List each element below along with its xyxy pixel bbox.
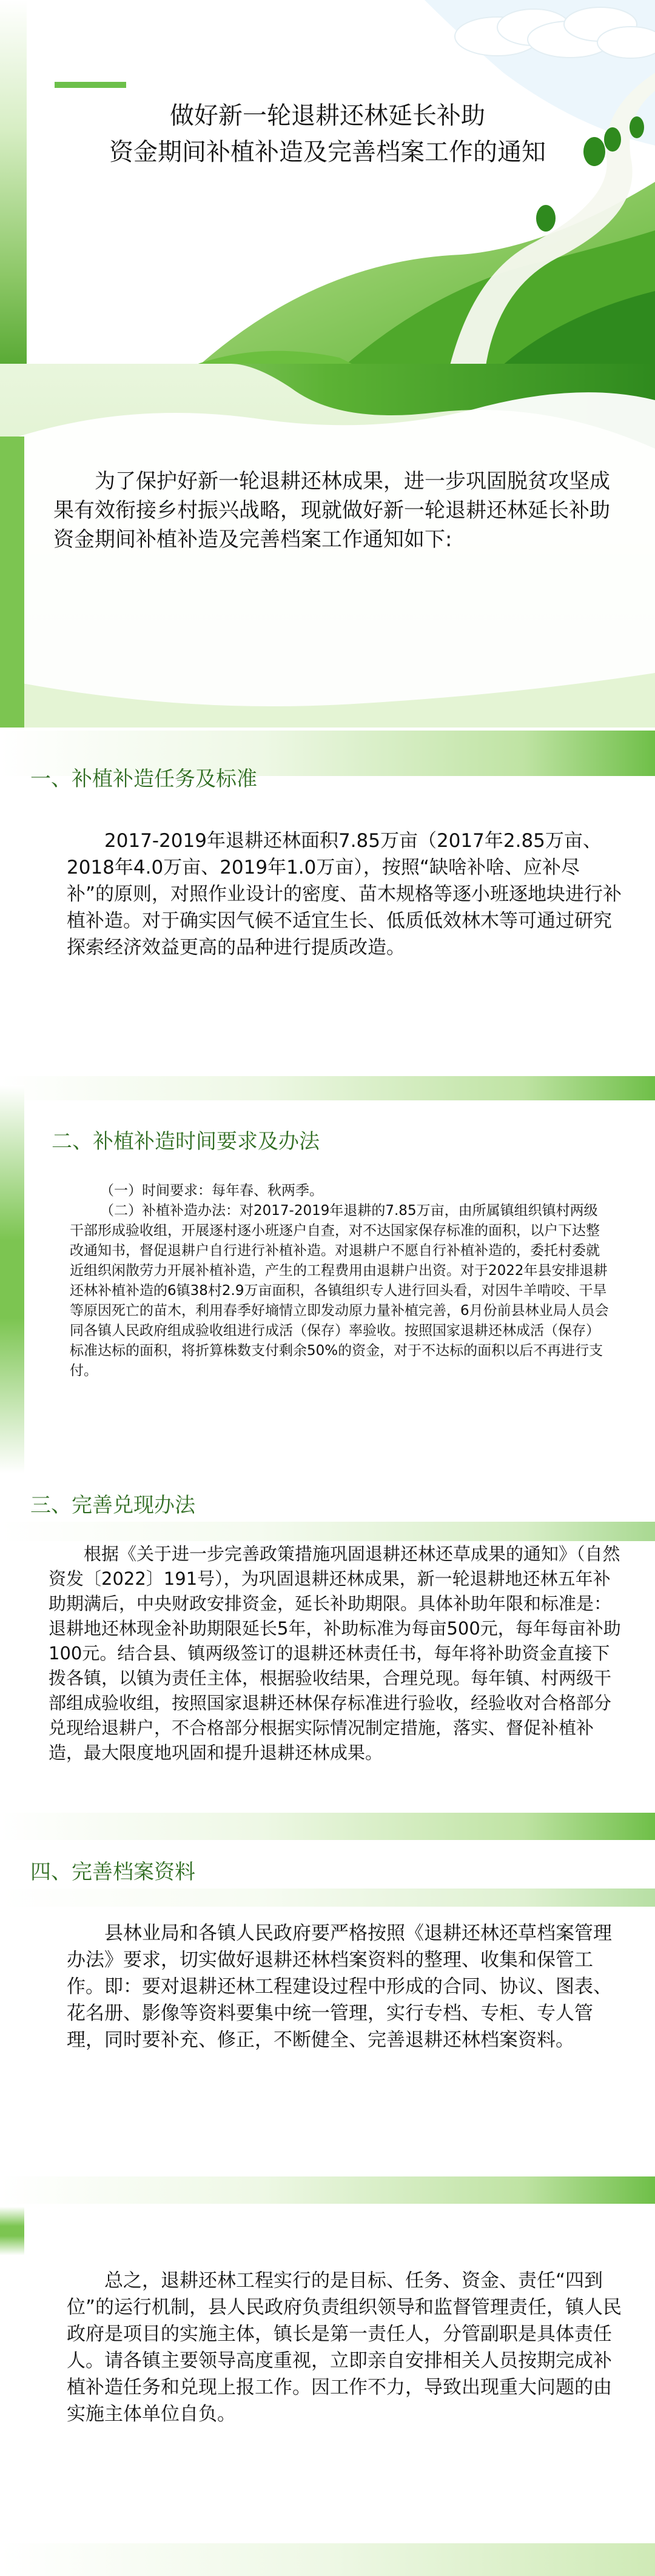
conclusion-left-strip bbox=[0, 2207, 24, 2255]
hills-illustration bbox=[0, 0, 655, 370]
section2-top-strip bbox=[0, 1076, 655, 1100]
title-accent-line bbox=[55, 82, 126, 88]
section3-paragraph: 根据《关于进一步完善政策措施巩固退耕还林还草成果的通知》（自然资发〔2022〕191号），为巩固退耕还林成果，新一轮退耕地还林五年补助期满后，中央财政安排资金，延长补助期限。具体补助年限和标准是：退耕地还林现金补助期限延长5年，补助标准为每亩500元，每年每亩补助100元。结合县、镇两级签订的退耕还林责任书，每年将补助资金直接下拨各镇，以镇为责任主体，根据验收结果，合理兑现。每年镇、村两级干部组成验收组，按照国家退耕还林保存标准进行验收，经验收对合格部分兑现给退耕户，不合格部分根据实际情况制定措施，落实、督促补植补造，最大限度地巩固和提升退耕还林成果。 bbox=[49, 1544, 621, 1763]
section3-strip bbox=[0, 1522, 655, 1541]
section4-paragraph: 县林业局和各镇人民政府要严格按照《退耕还林还草档案管理办法》要求，切实做好退耕还林档案资料的整理、收集和保管工作。即：要对退耕还林工程建设过程中形成的合同、协议、图表、花名册、影像等资料要集中统一管理，实行专档、专柜、专人管理，同时要补充、修正，不断健全、完善退耕还林档案资料。 bbox=[67, 1922, 612, 2051]
section1-paragraph: 2017-2019年退耕还林面积7.85万亩（2017年2.85万亩、2018年4.0万亩、2019年1.0万亩），按照“缺啥补啥、应补尽补”的原则，对照作业设计的密度、苗木规格等逐小班逐地块进行补植补造。对于确实因气候不适宜生长、低质低效林木等可通过研究探索经济效益更高的品种进行提质改造。 bbox=[67, 830, 622, 958]
conclusion-top-strip bbox=[0, 2176, 655, 2204]
section1-heading: 一、补植补造任务及标准 bbox=[30, 767, 257, 791]
section2-time-requirement: （一）时间要求：每年春、秋两季。 bbox=[100, 1183, 323, 1199]
header-banner bbox=[0, 0, 655, 370]
section4-strip bbox=[0, 1889, 655, 1907]
section3-heading: 三、完善兑现办法 bbox=[30, 1493, 195, 1517]
conclusion-paragraph: 总之，退耕还林工程实行的是目标、任务、资金、责任“四到位”的运行机制，县人民政府负责组织领导和监督管理责任，镇人民政府是项目的实施主体，镇长是第一责任人，分管副职是具体责任人。请各镇主要领导高度重视，立即亲自安排相关人员按期完成补植补造任务和兑现上报工作。因工作不力，导致出现重大问题的由实施主体单位自负。 bbox=[67, 2270, 622, 2425]
section2-method-paragraph: （二）补植补造办法：对2017-2019年退耕的7.85万亩，由所属镇组织镇村两级干部形成验收组，开展逐村逐小班逐户自查，对不达国家保存标准的面积，以户下达整改通知书，督促退耕户自行进行补植补造。对退耕户不愿自行补植补造的，委托村委就近组织闲散劳力开展补植补造，产生的工程费用由退耕户出资。对于2022年县安排退耕还林补植补造的6镇38村2.9万亩面积，各镇组织专人进行回头看，对因牛羊啃咬、干旱等原因死亡的苗木，利用春季好墒情立即发动原力量补植完善，6月份前县林业局人员会同各镇人民政府组成验收组进行成活（保存）率验收。按照国家退耕还林成活（保存）标准达标的面积，将折算株数支付剩余50%的资金，对于不达标的面积以后不再进行支付。 bbox=[70, 1203, 609, 1379]
section2-heading: 二、补植补造时间要求及办法 bbox=[52, 1129, 320, 1154]
page-title-line1: 做好新一轮退耕还林延长补助 bbox=[170, 102, 485, 130]
page-title-line2: 资金期间补植补造及完善档案工作的通知 bbox=[109, 138, 546, 166]
section4-heading: 四、完善档案资料 bbox=[30, 1860, 195, 1884]
intro-paragraph: 为了保护好新一轮退耕还林成果，进一步巩固脱贫攻坚成果有效衔接乡村振兴战略，现就做好新一轮退耕还林延长补助资金期间补植补造及完善档案工作通知如下: bbox=[53, 469, 610, 552]
footer-strip bbox=[0, 2543, 655, 2576]
section4-top-strip bbox=[0, 1813, 655, 1840]
left-accent-bar bbox=[0, 0, 27, 370]
section2-left-strip bbox=[0, 1085, 24, 1473]
